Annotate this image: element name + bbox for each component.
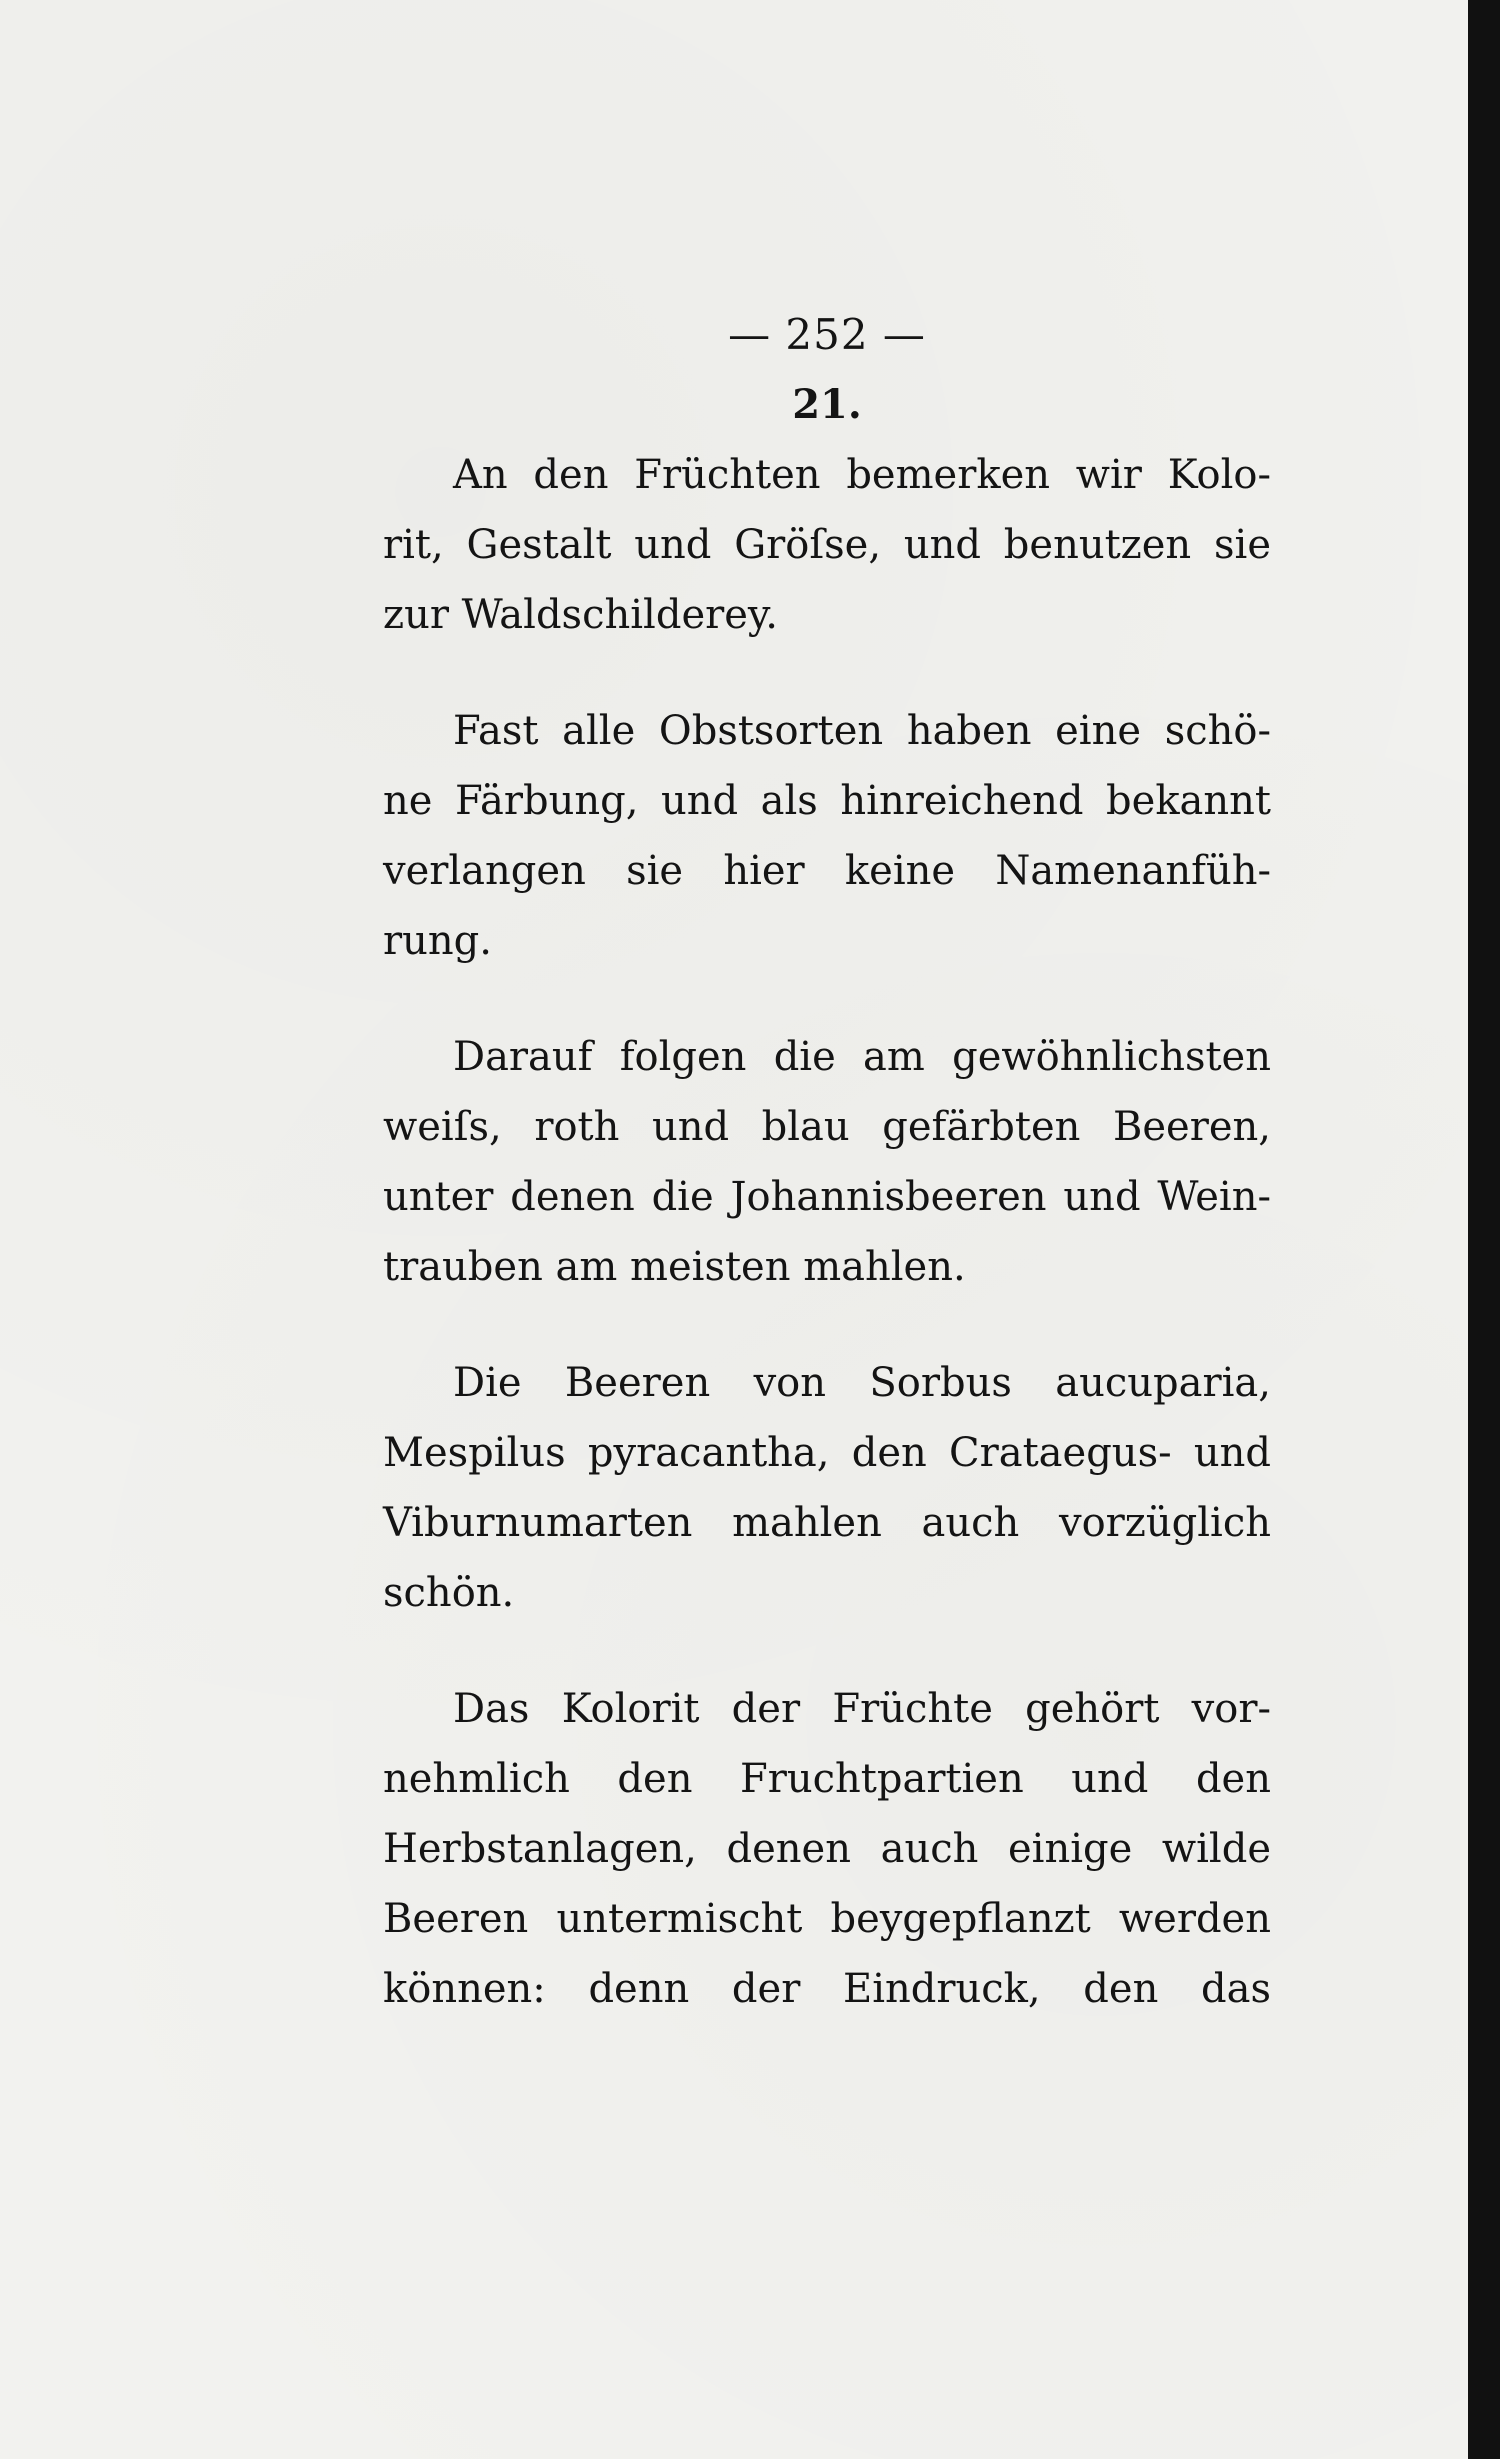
paragraph-line: trauben am meisten mahlen. xyxy=(383,1244,966,1290)
section-number: 21. xyxy=(792,381,862,428)
paragraph-line: zur Waldschilderey. xyxy=(383,592,778,638)
paragraph-line: können: denn der Eindruck, den das xyxy=(383,1966,1271,2012)
page-header: — 252 — xyxy=(728,310,926,359)
paragraph-1 xyxy=(383,440,1271,650)
paragraph-line: Das Kolorit der Früchte gehört vor- xyxy=(453,1686,1271,1732)
paragraph-line: Fast alle Obstsorten haben eine schö- xyxy=(453,708,1271,754)
paragraph-line: schön. xyxy=(383,1570,515,1616)
paragraph-line: Herbstanlagen, denen auch einige wilde xyxy=(383,1826,1271,1872)
paragraph-line: ne Färbung, und als hinreichend bekannt xyxy=(383,778,1271,824)
paragraph-line: nehmlich den Fruchtpartien und den xyxy=(383,1756,1271,1802)
paragraph-line: Mespilus pyracantha, den Crataegus- und xyxy=(383,1430,1271,1476)
scan-edge-shadow xyxy=(1468,0,1500,2459)
paragraph-line: Darauf folgen die am gewöhnlichsten xyxy=(453,1034,1271,1080)
paragraph-3 xyxy=(383,1022,1271,1302)
paragraph-line: weiſs, roth und blau gefärbten Beeren, xyxy=(383,1104,1271,1150)
paragraph-4 xyxy=(383,1348,1271,1628)
paragraph-line: Die Beeren von Sorbus aucuparia, xyxy=(453,1360,1271,1406)
paragraph-line: rung. xyxy=(383,918,492,964)
page-text-block xyxy=(383,300,1271,2070)
paragraph-line: verlangen sie hier keine Namenanfüh- xyxy=(383,848,1271,894)
paragraph-line: rit, Gestalt und Gröſse, und benutzen sie xyxy=(383,522,1271,568)
paragraph-2 xyxy=(383,696,1271,976)
paragraph-line: Beeren untermischt beygepflanzt werden xyxy=(383,1896,1271,1942)
paragraph-line: unter denen die Johannisbeeren und Wein- xyxy=(383,1174,1271,1220)
paragraph-line: An den Früchten bemerken wir Kolo- xyxy=(453,452,1271,498)
paragraph-line: Viburnumarten mahlen auch vorzüglich xyxy=(383,1500,1271,1546)
paragraph-5 xyxy=(383,1674,1271,2024)
